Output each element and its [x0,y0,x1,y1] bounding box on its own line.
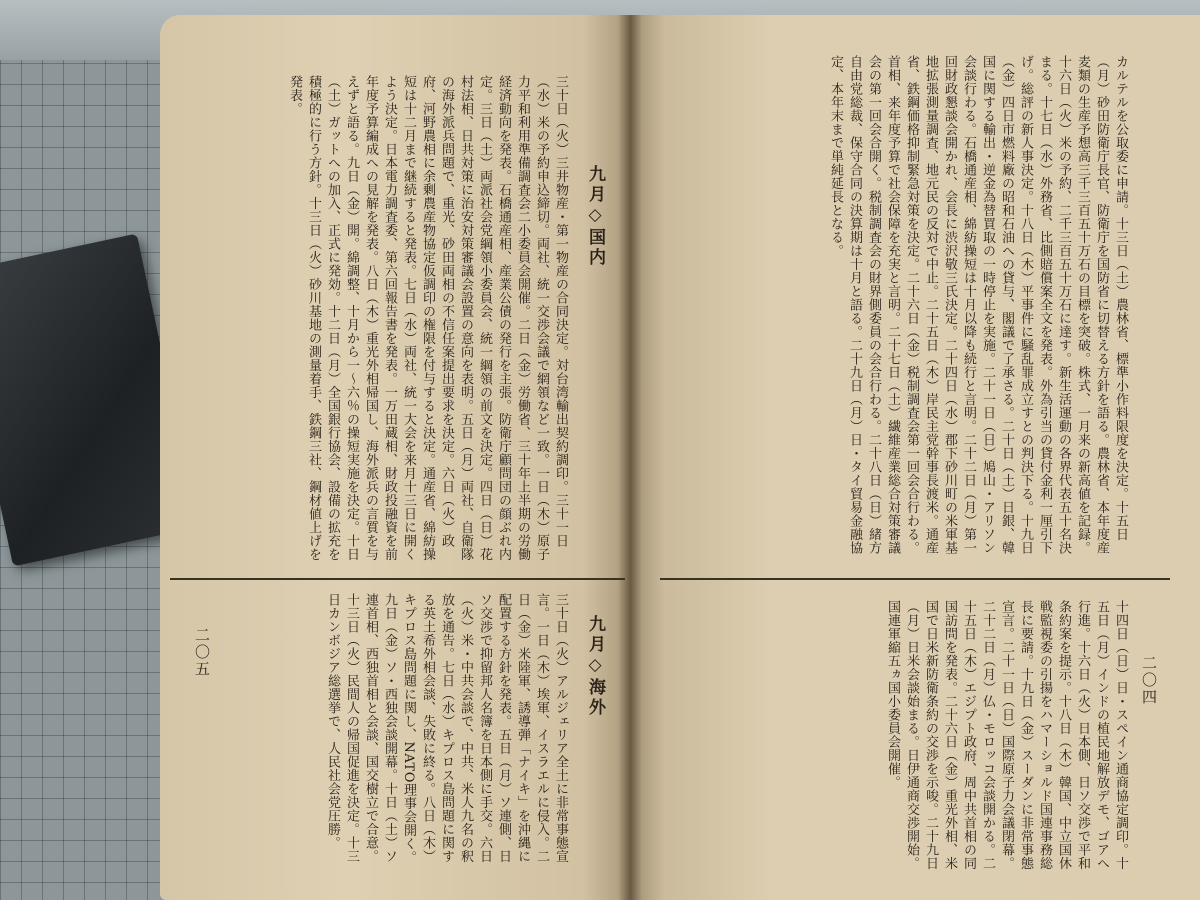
left-page [160,15,630,900]
section-divider [170,578,625,580]
left-lower-text: 三十日（火）アルジェリア全土に非常事態宣言。一日（木）埃軍、イスラエルに侵入。二日（金）米陸軍、誘導弾「ナイキ」を沖縄に配置する方針を発表。五日（月）ソ連側、日ソ交渉で抑留邦人名簿を日本側に手交。六日（火）米・中共会談で、中共、米人九名の釈放を通告。七日（水）キプロス島問題に関する英土希外相会談、失敗に終る。八日（木）キプロス島問題に関し、NATO理事会開く。九日（金）ソ・西独会談開幕。十日（土）ソ連首相、西独首相と会談、国交樹立で合意。十三日（火）民間人の帰国促進を決定。十三日カンボジア総選挙で、人民社会党圧勝。 [325,593,568,864]
book-gutter [618,15,642,900]
open-book [160,15,1200,900]
right-page [630,15,1200,900]
section-divider [660,578,1170,580]
page-number: 二〇五 [193,627,211,678]
left-lower-heading: 九月◇海外 [585,615,605,718]
page-number: 二〇四 [1140,655,1158,706]
right-lower-text: 十四日（日）日・スペイン通商協定調印。十五日（月）インドの植民地解放デモ、ゴアへ行進。十六日（火）日本側、日ソ交渉で平和条約案を提示。十八日（木）韓国、中立国休戦監視委の引揚をハマーショルド国連事務総長に要請。十九日（金）スーダンに非常事態宣言。二十一日（日）国際原子力会議閉幕。二十二日（月）仏・モロッコ会談開かる。二十五日（木）エジプト政府、周中共首相の同国訪問を発表。二十六日（金）重光外相、米国で日米新防衛条約の交渉を示唆。二十九日（月）日米会談始まる。日伊通商交渉開始。国連軍縮五ヵ国小委員会開催。 [885,600,1128,870]
left-upper-text: 三十日（火）三井物産・第一物産の合同決定。対台湾輸出契約調印。三十一日（水）米の予約申込締切。両社、統一交渉会議で網領など一致。一日（木）原子力平和利用準備調査会二小委員会開催。二日（金）労働省、三十年上半期の労働経済動向を発表。石橋通産相、産業公債の発行を主張。防衛庁顧問団の顔ぶれ内定。三日（土）両派社会党綱領小委員会、統一綱領の前文を決定。四日（日）花村法相、日共対策に治安対策審議会設置の意向を表明。五日（月）両社、自衛隊の海外派兵問題で、重光、砂田両相の不信任案提出要求を決定。六日（火）政府、河野農相に余剰農産物協定仮調印の権限を付与すると決定。通産省、綿紡操短は十二月まで継続すると発表。七日（水）両社、統一大会を来月十三日に開くよう決定。日本電力調査委、第六回報告書を発表。一万田蔵相、財政投融資を前年度予算編成への見解を発表。八日（木）重光外相帰国し、海外派兵の言質を与えずと語る。九日（金）開。綿調整、十月から一〜六％の操短実施を決定。十日（土）ガットへの加入、正式に発効。十二日（月）全国銀行協会、設備の拡充を積極的に行う方針。十三日（火）砂川基地の測量着手、鉄鋼三社、鋼材値上げを発表。 [287,75,568,561]
right-upper-text: カルテルを公取委に申請。十三日（土）農林省、標準小作料限度を決定。十五日（月）砂田防衛庁長官、防衛庁を国防省に切替える方針を語る。農林省、本年度産麦類の生産予想高三千三百五十万石の目標を突破。株式、一月来の新高値を記録。十六日（火）米の予約、二千三百五十万石に達す。新生活運動の各界代表五十名決まる。十七日（水）外務省、比側賠償案全文を発表。外為引当の貸付金利一厘引下げ。総評の新人事決定。十八日（木）平事件に騒乱罪成立すとの判決下る。十九日（金）四日市燃料廠の昭和石油への貸与、閣議で了承さる。二十日（土）日銀、韓国に関する輸出・逆金為替買取の一時停止を実施。二十一日（日）鳩山・アリソン会談行わる。石橋通産相、綿紡操短は十月以降も続行と言明。二十二日（月）第一回財政懇談会開かれ、会長に渋沢敬三氏決定。二十四日（水）郡下砂川町の米軍基地拡張測量調査、地元民の反対で中止。二十五日（木）岸民主党幹事長渡米。通産省、鉄鋼価格抑制緊急対策を決定。二十六日（金）税制調査会第一回会合行わる。首相、来年度予算で社会保障を充実と言明。二十七日（土）繊維産業総合対策審議会の第一回会合開く。税制調査会の財界側委員の会合行わる。二十八日（日）緒方自由党総裁、保守合同の決算期は十月と語る。二十九日（月）日・タイ貿易金融協定、本年末まで単純延長となる。 [828,55,1128,555]
left-upper-heading: 九月◇国内 [585,165,605,268]
